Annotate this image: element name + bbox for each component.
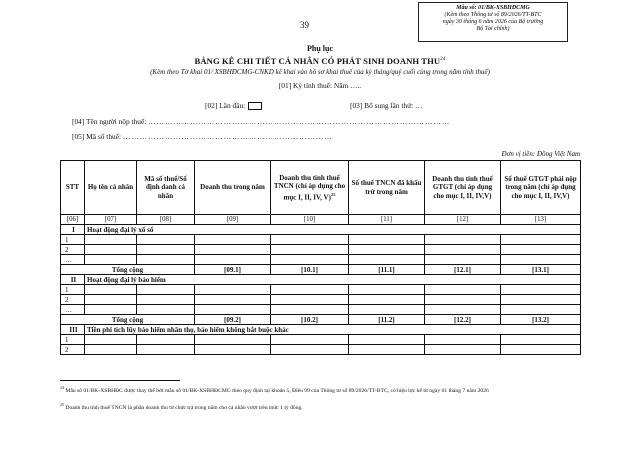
table-row: [61, 235, 581, 245]
table-row: [61, 335, 581, 345]
table-cell[interactable]: [501, 335, 581, 345]
table-cell[interactable]: [425, 295, 501, 305]
table-cell[interactable]: [425, 235, 501, 245]
total-code: [10.2]: [271, 315, 349, 325]
supplement-label: [03] Bổ sung lần thứ: …: [350, 101, 423, 110]
table-cell[interactable]: [85, 245, 137, 255]
header-footnote-ref: 25: [330, 191, 336, 197]
section-title: Hoạt động đại lý bảo hiểm: [85, 275, 581, 285]
table-cell[interactable]: [85, 285, 137, 295]
header-revenue: Doanh thu trong năm: [195, 161, 271, 215]
page-number: 39: [300, 20, 309, 30]
table-cell[interactable]: [425, 285, 501, 295]
table-row: [61, 295, 581, 305]
total-row: [61, 265, 581, 275]
section-number: II: [61, 275, 85, 285]
total-row: [61, 315, 581, 325]
table-cell[interactable]: [195, 255, 271, 265]
table-cell[interactable]: [137, 245, 195, 255]
total-code: [12.2]: [425, 315, 501, 325]
code-cell: [12]: [425, 215, 501, 225]
table-cell[interactable]: [195, 345, 271, 355]
tax-code-label: [05] Mã số thuế:: [72, 132, 122, 141]
total-code: [13.1]: [501, 265, 581, 275]
table-cell[interactable]: [425, 245, 501, 255]
table-cell[interactable]: [137, 295, 195, 305]
first-time-field: [205, 101, 262, 110]
header-vat-payable: Số thuế GTGT phải nộp trong năm (chỉ áp dụng cho mục I, II, IV,V): [501, 161, 581, 215]
section-title: Hoạt động đại lý xổ số: [85, 225, 581, 235]
table-cell[interactable]: [195, 285, 271, 295]
table-cell[interactable]: [85, 295, 137, 305]
footnote-24: [60, 384, 580, 395]
table-cell[interactable]: [349, 345, 425, 355]
form-note-line-3: Bộ Tài chính): [476, 26, 510, 32]
table-cell[interactable]: [137, 345, 195, 355]
header-vat-revenue: Doanh thu tính thuế GTGT (chỉ áp dụng cho mục I, II, IV,V): [425, 161, 501, 215]
table-cell[interactable]: [137, 305, 195, 315]
table-cell[interactable]: [425, 335, 501, 345]
tax-code-field: [72, 132, 333, 141]
table-cell[interactable]: [501, 285, 581, 295]
row-number: 2: [61, 245, 85, 255]
table-row: [61, 255, 581, 265]
table-cell[interactable]: [85, 345, 137, 355]
section-row: [61, 225, 581, 235]
table-cell[interactable]: [349, 305, 425, 315]
table-cell[interactable]: [349, 245, 425, 255]
table-cell[interactable]: [271, 305, 349, 315]
table-cell[interactable]: [271, 335, 349, 345]
detail-table: [60, 160, 581, 355]
table-header-row: [61, 161, 581, 215]
code-cell: [13]: [501, 215, 581, 225]
table-cell[interactable]: [85, 305, 137, 315]
total-label: Tổng cộng: [61, 265, 195, 275]
document-subtitle: (Kèm theo Tờ khai 01/ XSBHĐCMG-CNKD kê khai vào hồ sơ khai thuế của kỳ tháng/quý cuối cùng trong năm tính thuế): [150, 68, 490, 76]
table-cell[interactable]: [137, 285, 195, 295]
table-cell[interactable]: [271, 295, 349, 305]
table-cell[interactable]: [195, 295, 271, 305]
total-label: Tổng cộng: [61, 315, 195, 325]
code-cell: [06]: [61, 215, 85, 225]
table-cell[interactable]: [85, 335, 137, 345]
section-number: III: [61, 325, 85, 335]
form-note-line-1: (Kèm theo Thông tư số 89/2026/TT-BTC: [444, 12, 542, 18]
section-title: Tiền phí tích lũy bảo hiểm nhân thọ, bảo hiểm không bắt buộc khác: [85, 325, 581, 335]
title-footnote-ref: 24: [440, 57, 446, 63]
tax-code-input[interactable]: …………………………………………………………………: [122, 132, 333, 141]
footnote-25: [60, 401, 580, 412]
table-cell[interactable]: [195, 335, 271, 345]
table-cell[interactable]: [137, 255, 195, 265]
table-cell[interactable]: [425, 345, 501, 355]
form-code-box: [418, 2, 568, 42]
row-number: …: [61, 305, 85, 315]
header-name: Họ tên cá nhân: [85, 161, 137, 215]
table-cell[interactable]: [501, 345, 581, 355]
total-code: [11.2]: [349, 315, 425, 325]
currency-unit: Đơn vị tiền: Đồng Việt Nam: [501, 150, 580, 158]
header-pit-withheld: Số thuế TNCN đã khấu trừ trong năm: [349, 161, 425, 215]
row-number: …: [61, 255, 85, 265]
table-cell[interactable]: [501, 295, 581, 305]
row-number: 1: [61, 335, 85, 345]
table-cell[interactable]: [195, 305, 271, 315]
table-cell[interactable]: [85, 255, 137, 265]
footnote-text: Mẫu số 01/BK-XSBHĐC được thay thế bởi mẫu số 01/BK-XSBHĐCMG theo quy định tại khoản 5, Điều 99 của Thông tư số 89/2026/TT-BTC, có hiệu lực kể từ ngày 01 tháng 7 năm 2026: [65, 387, 489, 394]
header-tax-id: Mã số thuế/Số định danh cá nhân: [137, 161, 195, 215]
row-number: 1: [61, 235, 85, 245]
table-cell[interactable]: [349, 295, 425, 305]
code-cell: [09]: [195, 215, 271, 225]
total-code: [12.1]: [425, 265, 501, 275]
table-cell[interactable]: [501, 305, 581, 315]
header-stt: STT: [61, 161, 85, 215]
table-cell[interactable]: [85, 235, 137, 245]
tax-period-field: [01] Kỳ tính thuế: Năm …..: [278, 81, 362, 90]
code-cell: [11]: [349, 215, 425, 225]
table-cell[interactable]: [349, 255, 425, 265]
first-time-checkbox[interactable]: [248, 102, 262, 110]
total-code: [10.1]: [271, 265, 349, 275]
document-title: [0, 56, 640, 66]
footnote-text: Doanh thu tính thuế TNCN là phần doanh thu từ chức trả trong năm cho cá nhân vượt trên mức 1 tỷ đồng.: [65, 404, 303, 411]
appendix-label: Phụ lục: [306, 44, 333, 53]
table-cell[interactable]: [195, 235, 271, 245]
taxpayer-name-field: [72, 117, 450, 126]
table-cell[interactable]: [501, 235, 581, 245]
taxpayer-name-label: [04] Tên người nộp thuế:: [72, 117, 147, 126]
total-code: [11.1]: [349, 265, 425, 275]
form-code: Mẫu số: 01/BK-XSBHĐCMG: [456, 5, 530, 11]
document-title-text: BẢNG KÊ CHI TIẾT CÁ NHÂN CÓ PHÁT SINH DOANH THU: [194, 56, 441, 66]
total-code: [09.1]: [195, 265, 271, 275]
total-code: [09.2]: [195, 315, 271, 325]
form-note-line-2: ngày 30 tháng 6 năm 2026 của Bộ trưởng: [442, 19, 544, 25]
table-cell[interactable]: [137, 335, 195, 345]
table-row: [61, 305, 581, 315]
section-row: [61, 275, 581, 285]
code-cell: [07]: [85, 215, 137, 225]
table-cell[interactable]: [425, 255, 501, 265]
table-cell[interactable]: [425, 305, 501, 315]
supplement-field: [350, 101, 422, 110]
row-number: 2: [61, 345, 85, 355]
table-cell[interactable]: [137, 235, 195, 245]
table-cell[interactable]: [271, 245, 349, 255]
footnote-ref: 24: [60, 385, 64, 390]
code-cell: [08]: [137, 215, 195, 225]
header-pit-revenue-text: Doanh thu tính thuế TNCN (chỉ áp dụng cho mục I, II, IV, V): [273, 173, 346, 201]
header-pit-revenue: [271, 161, 349, 215]
footnote-divider: [60, 380, 180, 381]
table-cell[interactable]: [271, 285, 349, 295]
row-number: 1: [61, 285, 85, 295]
column-code-row: [61, 215, 581, 225]
section-number: I: [61, 225, 85, 235]
table-cell[interactable]: [271, 255, 349, 265]
table-cell[interactable]: [501, 255, 581, 265]
code-cell: [10]: [271, 215, 349, 225]
table-row: [61, 345, 581, 355]
table-cell[interactable]: [271, 345, 349, 355]
table-cell[interactable]: [501, 245, 581, 255]
table-cell[interactable]: [271, 235, 349, 245]
first-time-label: [02] Lần đầu:: [205, 101, 246, 110]
row-number: 2: [61, 295, 85, 305]
table-cell[interactable]: [349, 335, 425, 345]
taxpayer-name-input[interactable]: ………………………………………………………………………………………………: [148, 117, 451, 126]
footnote-ref: 25: [60, 402, 64, 407]
table-row: [61, 245, 581, 255]
table-cell[interactable]: [195, 245, 271, 255]
table-row: [61, 285, 581, 295]
table-cell[interactable]: [349, 235, 425, 245]
table-cell[interactable]: [349, 285, 425, 295]
section-row: [61, 325, 581, 335]
total-code: [13.2]: [501, 315, 581, 325]
